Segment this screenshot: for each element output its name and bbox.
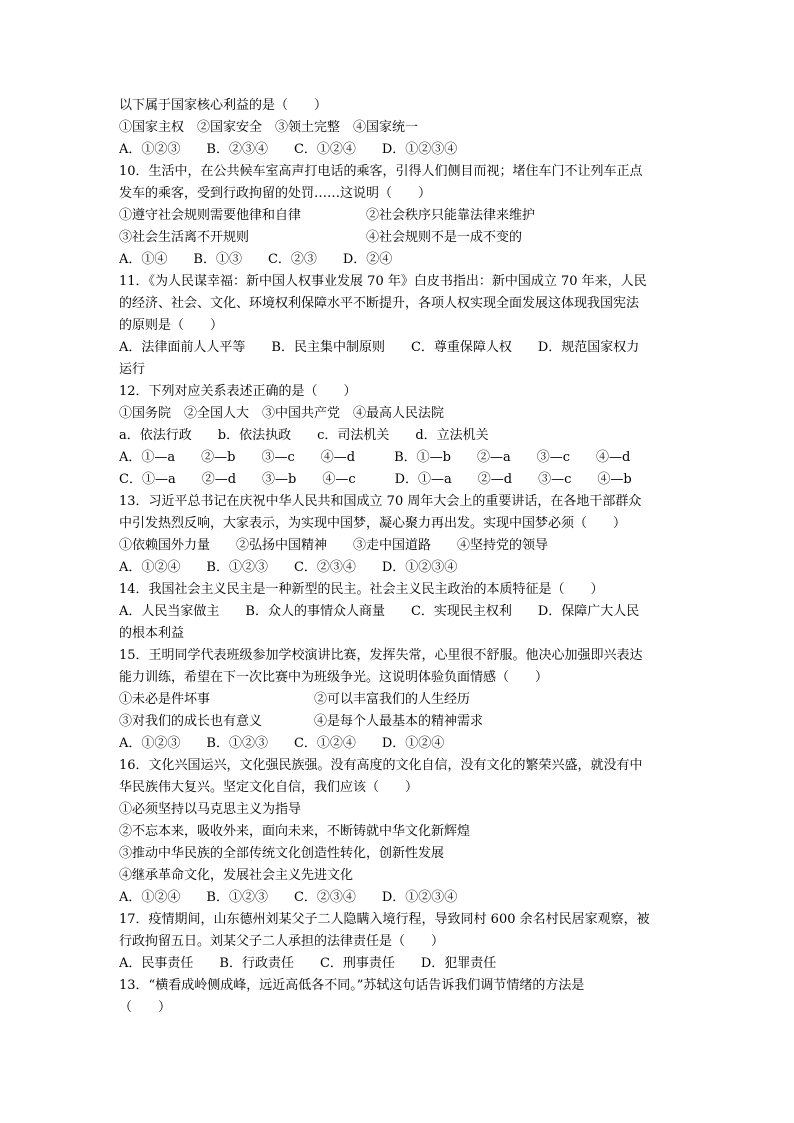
document-page [119, 95, 679, 1019]
text-line: 的经济、社会、文化、环境权利保障水平不断提升，各项人权实现全面发展这体现我国宪法 [119, 296, 640, 311]
text-line: A．人民当家做主 B．众人的事情众人商量 C．实现民主权利 D．保障广大人民 [119, 604, 640, 619]
text-line: A．①②③ B．①②③ C．①②④ D．①②④ [119, 736, 445, 751]
text-line: A．①②④ B．①②③ C．②③④ D．①②③④ [119, 890, 458, 905]
text-line: A．①②③ B．②③④ C．①②④ D．①②③④ [119, 142, 458, 157]
text-line: ①国家主权 ②国家安全 ③领土完整 ④国家统一 [119, 120, 419, 135]
text-line: 10．生活中，在公共候车室高声打电话的乘客，引得人们侧目而视；堵住车门不让列车正点 [119, 164, 643, 179]
text-line: A．①—a ②—b ③—c ④—d B．①—b ②—a ③—c ④—d [119, 450, 631, 465]
text-line: 的原则是（ ） [119, 318, 224, 333]
text-line: ①遵守社会规则需要他律和自律 ②社会秩序只能靠法律来维护 [119, 208, 536, 223]
text-line: 13．习近平总书记在庆祝中华人民共和国成立 70 周年大会上的重要讲话，在各地干部群众 [119, 494, 642, 509]
text-line: （ ） [119, 1000, 172, 1015]
text-line: 的根本利益 [119, 626, 185, 641]
text-line: A．法律面前人人平等 B．民主集中制原则 C．尊重保障人权 D．规范国家权力 [119, 340, 640, 355]
text-line: ①必须坚持以马克思主义为指导 [119, 802, 302, 817]
text-line: 17．疫情期间，山东德州刘某父子二人隐瞒入境行程，导致同村 600 余名村民居家观察，被 [119, 912, 650, 927]
text-line: 运行 [119, 362, 146, 377]
text-line: 华民族伟大复兴。坚定文化自信，我们应该（ ） [119, 780, 419, 795]
text-line: C．①—a ②—d ③—b ④—c D．①—a ②—d ③—c ④—b [119, 472, 632, 487]
text-line: a．依法行政 b．依法执政 c．司法机关 d．立法机关 [119, 428, 489, 443]
text-line: 中引发热烈反响，大家表示，为实现中国梦，凝心聚力再出发。实现中国梦必须（ ） [119, 516, 627, 531]
text-line: 16．文化兴国运兴，文化强民族强。没有高度的文化自信，没有文化的繁荣兴盛，就没有中 [119, 758, 643, 773]
text-line: 发车的乘客，受到行政拘留的处罚……这说明（ ） [119, 186, 432, 201]
text-line: ①国务院 ②全国人大 ③中国共产党 ④最高人民法院 [119, 406, 445, 421]
text-line: A．①②④ B．①②③ C．②③④ D．①②③④ [119, 560, 458, 575]
text-line: 行政拘留五日。刘某父子二人承担的法律责任是（ ） [119, 934, 445, 949]
text-line: 以下属于国家核心利益的是（ ） [119, 98, 328, 113]
text-line: ④继承革命文化，发展社会主义先进文化 [119, 868, 354, 883]
text-line: 13．“横看成岭侧成峰，远近高低各不同。”苏轼这句话告诉我们调节情绪的方法是 [119, 978, 585, 993]
text-line: 能力训练，希望在下一次比赛中为班级争光。这说明体验负面情感（ ） [119, 670, 549, 685]
text-line: 14．我国社会主义民主是一种新型的民主。社会主义民主政治的本质特征是（ ） [119, 582, 604, 597]
text-line: A．①④ B．①③ C．②③ D．②④ [119, 252, 393, 267]
text-line: ①未必是件坏事 ②可以丰富我们的人生经历 [119, 692, 471, 707]
text-line: ③社会生活离不开规则 ④社会规则不是一成不变的 [119, 230, 523, 245]
text-line: A．民事责任 B．行政责任 C．刑事责任 D．犯罪责任 [119, 956, 497, 971]
text-line: 12．下列对应关系表述正确的是（ ） [119, 384, 357, 399]
text-line: 11．《为人民谋幸福：新中国人权事业发展 70 年》白皮书指出：新中国成立 70 年来，人民 [119, 274, 647, 289]
text-line: ②不忘本来，吸收外来，面向未来，不断铸就中华文化新辉煌 [119, 824, 471, 839]
text-line: ③对我们的成长也有意义 ④是每个人最基本的精神需求 [119, 714, 484, 729]
text-line: ①依赖国外力量 ②弘扬中国精神 ③走中国道路 ④坚持党的领导 [119, 538, 549, 553]
text-line: 15．王明同学代表班级参加学校演讲比赛，发挥失常，心里很不舒服。他决心加强即兴表达 [119, 648, 643, 663]
text-line: ③推动中华民族的全部传统文化创造性转化，创新性发展 [119, 846, 445, 861]
